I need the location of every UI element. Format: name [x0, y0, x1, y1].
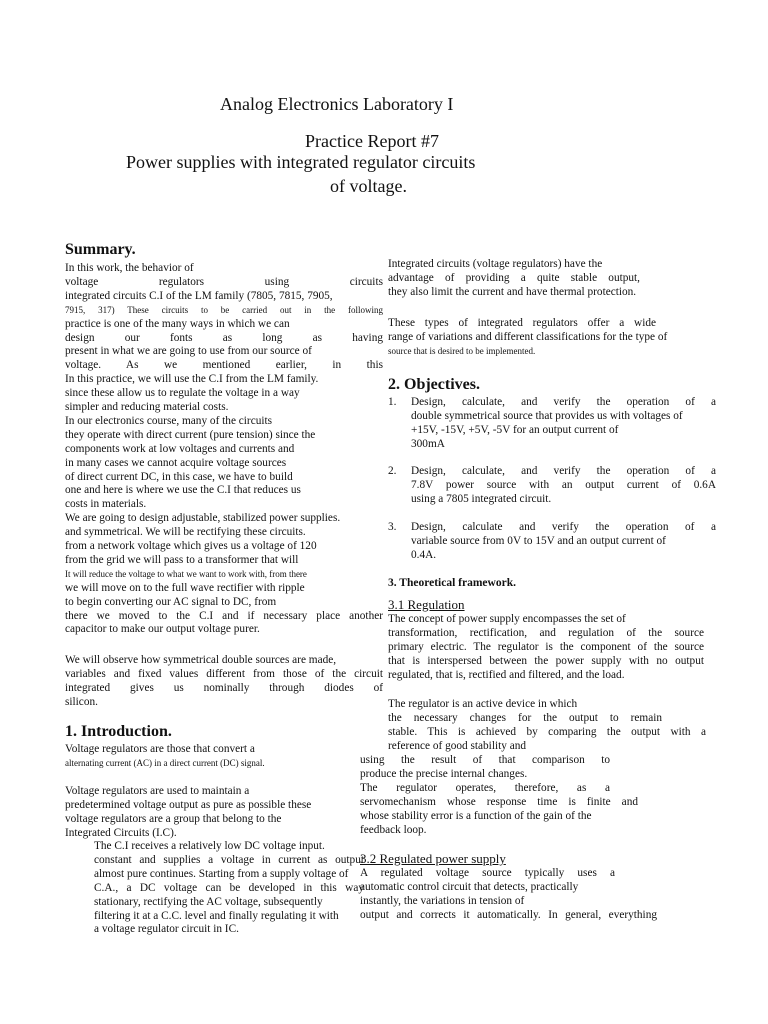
introduction-line: filtering it at a C.C. level and finally regulating it with: [94, 909, 339, 922]
regulator-paragraph-line: stable. This is achieved by comparing the output with a: [388, 726, 706, 738]
introduction-line: almost pure continues. Starting from a supply voltage of: [94, 867, 349, 880]
regulated-supply-line: instantly, the variations in tension of: [360, 895, 525, 907]
regulation-paragraph-line: The concept of power supply encompasses the set of: [388, 613, 626, 625]
report-number: Practice Report #7: [305, 131, 439, 151]
summary-line: they operate with direct current (pure tension) since the: [65, 428, 316, 441]
summary-line: to begin converting our AC signal to DC, from: [65, 595, 277, 608]
objective-item-line: 0.4A.: [411, 549, 437, 561]
objective-item-line: Design, calculate, and verify the operation of a: [411, 465, 716, 477]
objective-item-line: 300mA: [411, 438, 445, 450]
introduction-heading: 1. Introduction.: [65, 723, 172, 740]
regulator-paragraph-line: using the result of that comparison to: [360, 754, 610, 766]
regulator-paragraph-line: The regulator is an active device in which: [388, 698, 578, 710]
regulator-paragraph-line: feedback loop.: [360, 824, 427, 836]
integrated-circuits-line: they also limit the current and have thermal protection.: [388, 286, 637, 298]
regulated-supply-line: automatic control circuit that detects, practically: [360, 881, 579, 893]
objective-item-line: double symmetrical source that provides us with voltages of: [411, 410, 683, 422]
regulation-paragraph-line: that is interspersed between the power supply with no output: [388, 655, 704, 667]
introduction-line: constant and supplies a voltage in current as output: [94, 853, 364, 866]
summary-paragraph-2-line: variables and fixed values different from those of the circuit: [65, 668, 383, 680]
objective-number: 3.: [388, 521, 397, 533]
objective-item-line: using a 7805 integrated circuit.: [411, 493, 552, 505]
summary-line: simpler and reducing material costs.: [65, 401, 229, 413]
regulator-paragraph-line: The regulator operates, therefore, as a: [360, 782, 610, 794]
introduction-line: Voltage regulators are used to maintain a: [65, 785, 250, 797]
regulated-supply-subheading: 3.2 Regulated power supply: [360, 851, 506, 866]
regulation-paragraph-line: transformation, rectification, and regulation of the source: [388, 627, 704, 639]
regulated-supply-line: A regulated voltage source typically uses a: [360, 867, 615, 879]
integrated-circuits-line: Integrated circuits (voltage regulators) have the: [388, 258, 603, 270]
summary-line: of direct current DC, in this case, we have to build: [65, 470, 293, 483]
objective-item-line: Design, calculate and verify the operation of a: [411, 521, 716, 533]
report-subtitle-line-2: of voltage.: [330, 176, 407, 196]
summary-paragraph-2-line: We will observe how symmetrical double sources are made,: [65, 654, 337, 666]
summary-line: from a network voltage which gives us a voltage of 120: [65, 540, 317, 552]
introduction-line: predetermined voltage output as pure as possible these: [65, 799, 312, 811]
objectives-heading: 2. Objectives.: [388, 376, 480, 393]
introduction-line: a voltage regulator circuit in IC.: [94, 923, 239, 936]
introduction-line: voltage regulators are a group that belong to the: [65, 813, 282, 825]
summary-paragraph-2-line: integrated gives us nominally through diodes of: [65, 682, 383, 694]
summary-line: voltage. As we mentioned earlier, in this: [65, 359, 383, 372]
regulator-types-line: range of variations and different classifications for the type of: [388, 331, 668, 343]
summary-line: We are going to design adjustable, stabilized power supplies.: [65, 512, 341, 525]
regulator-types-line: These types of integrated regulators offer a wide: [388, 317, 656, 329]
summary-paragraph-2-line: silicon.: [65, 696, 98, 708]
document-title: Analog Electronics Laboratory I: [220, 94, 454, 114]
summary-line: costs in materials.: [65, 498, 147, 511]
regulator-paragraph-line: the necessary changes for the output to remain: [388, 712, 662, 724]
regulation-paragraph-line: primary electric. The regulator is the component of the source: [388, 641, 704, 653]
summary-line: in many cases we cannot acquire voltage sources: [65, 456, 287, 469]
regulation-subheading: 3.1 Regulation: [388, 597, 465, 612]
summary-line: In our electronics course, many of the circuits: [65, 414, 273, 427]
summary-line: present in what we are going to use from our source of: [65, 345, 312, 358]
introduction-line: C.A., a DC voltage can be developed in this way: [94, 881, 364, 894]
summary-line: design our fonts as long as having: [65, 331, 383, 344]
regulator-types-line: source that is desired to be implemented.: [388, 346, 536, 356]
summary-line: practice is one of the many ways in which we can: [65, 317, 290, 330]
objective-number: 1.: [388, 396, 397, 408]
summary-line: since these allow us to regulate the voltage in a way: [65, 387, 300, 400]
summary-line: In this work, the behavior of: [65, 262, 194, 274]
objective-item-line: 7.8V power source with an output current of 0.6A: [411, 479, 716, 491]
summary-line: we will move on to the full wave rectifier with ripple: [65, 581, 305, 594]
framework-heading: 3. Theoretical framework.: [388, 577, 516, 589]
introduction-line: stationary, rectifying the AC voltage, subsequently: [94, 895, 323, 908]
summary-line: and symmetrical. We will be rectifying these circuits.: [65, 526, 306, 539]
objective-item-line: variable source from 0V to 15V and an output current of: [411, 535, 666, 547]
summary-line: integrated circuits C.I of the LM family (7805, 7815, 7905,: [65, 289, 333, 302]
introduction-line: The C.I receives a relatively low DC voltage input.: [94, 840, 325, 852]
summary-line: In this practice, we will use the C.I from the LM family.: [65, 373, 319, 386]
regulator-paragraph-line: produce the precise internal changes.: [360, 768, 528, 780]
summary-heading: Summary.: [65, 241, 136, 258]
introduction-line: Voltage regulators are those that convert a: [65, 743, 255, 755]
integrated-circuits-line: advantage of providing a quite stable output,: [388, 272, 640, 284]
regulated-supply-line: output and corrects it automatically. In general, everything: [360, 909, 657, 921]
regulation-paragraph-line: regulated, that is, rectified and filtered, and the load.: [388, 669, 625, 681]
regulator-paragraph-line: whose stability error is a function of the gain of the: [360, 810, 592, 822]
summary-line: components work at low voltages and currents and: [65, 442, 295, 455]
report-subtitle-line-1: Power supplies with integrated regulator circuits: [126, 152, 476, 172]
regulator-paragraph-line: reference of good stability and: [388, 740, 527, 752]
summary-line: there we moved to the C.I and if necessary place another: [65, 609, 383, 622]
objective-item-line: Design, calculate, and verify the operation of a: [411, 396, 716, 408]
introduction-line: alternating current (AC) in a direct current (DC) signal.: [65, 757, 265, 768]
summary-line: from the grid we will pass to a transformer that will: [65, 553, 299, 566]
summary-line: It will reduce the voltage to what we want to work with, from there: [65, 568, 307, 579]
regulator-paragraph-line: servomechanism whose response time is finite and: [360, 796, 638, 808]
summary-line: one and here is where we use the C.I that reduces us: [65, 484, 301, 497]
summary-line: 7915, 317) These circuits to be carried out in the following: [65, 304, 383, 315]
introduction-line: Integrated Circuits (I.C).: [65, 827, 177, 839]
objective-item-line: +15V, -15V, +5V, -5V for an output current of: [411, 424, 619, 436]
summary-line: capacitor to make our output voltage purer.: [65, 623, 260, 636]
summary-line: voltage regulators using circuits: [65, 275, 383, 288]
objective-number: 2.: [388, 465, 397, 477]
